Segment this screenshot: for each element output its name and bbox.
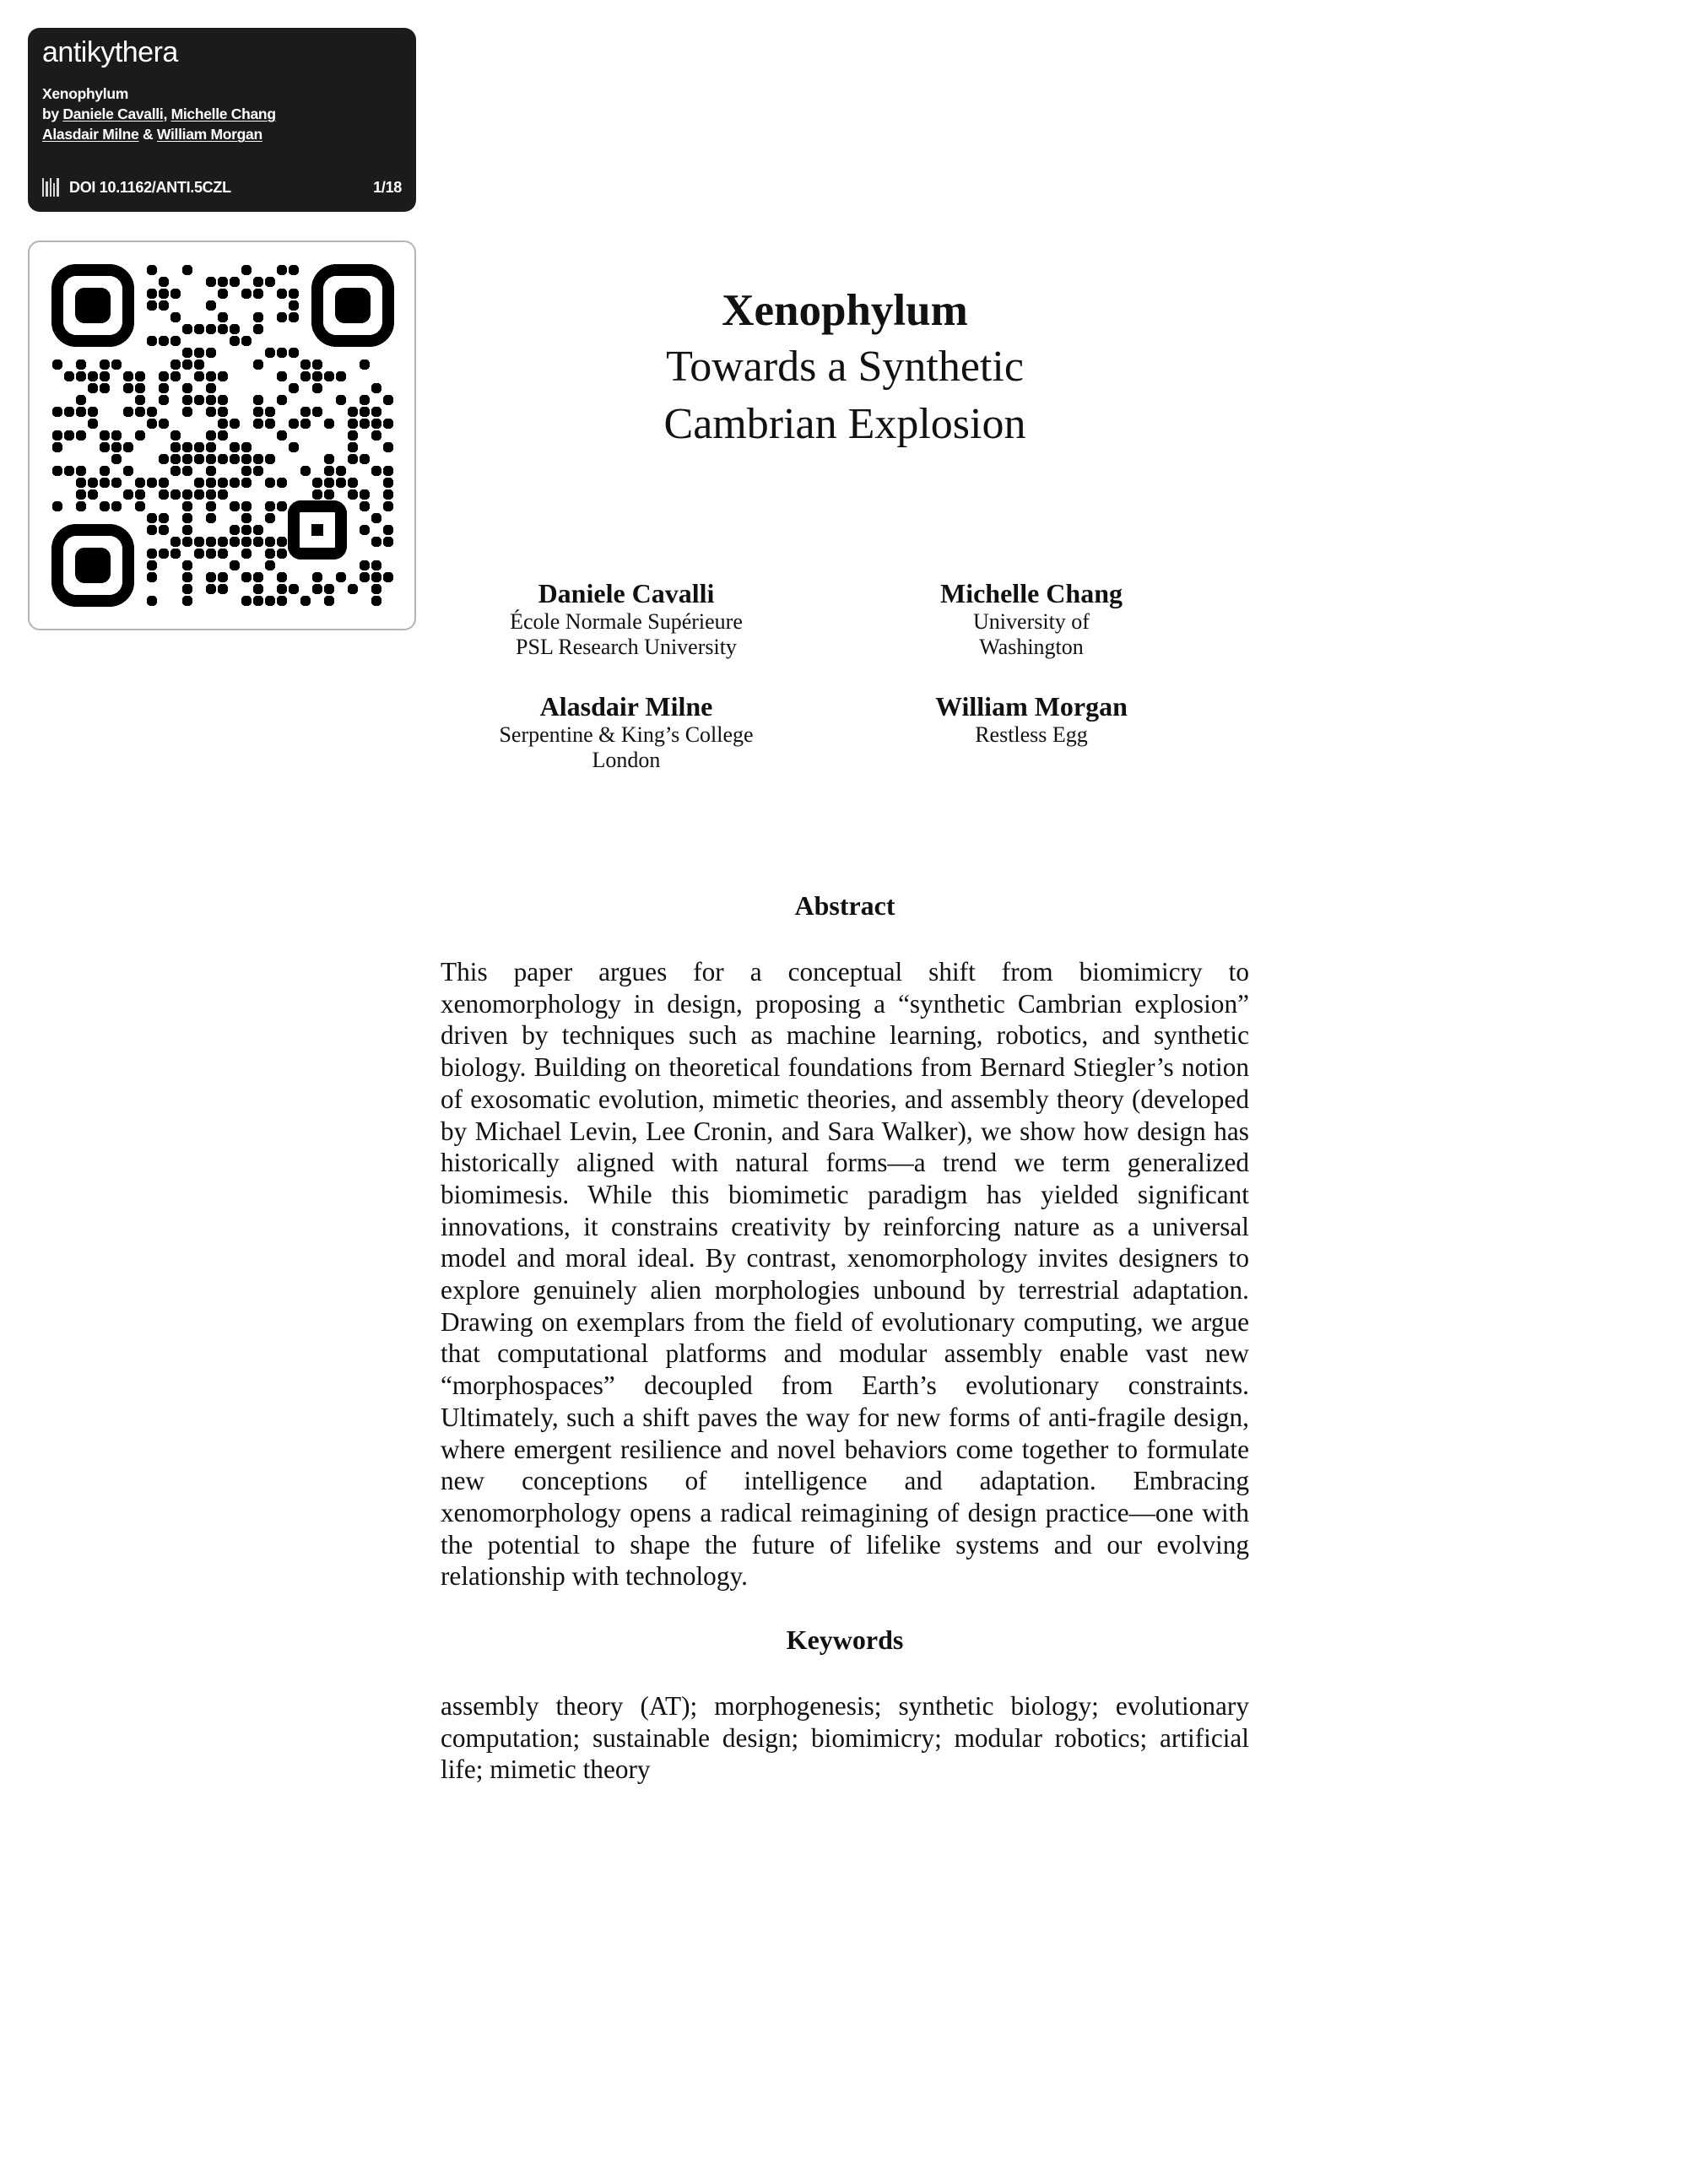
brand-logo[interactable]: antikythera	[42, 36, 178, 68]
author-affiliation: Serpentine & King’s College	[499, 722, 754, 747]
author-affiliation: Washington	[979, 635, 1084, 659]
author-block	[846, 577, 1217, 660]
card-authors-line-2	[42, 124, 402, 144]
author-separator: ,	[163, 105, 167, 122]
author-block	[441, 690, 812, 773]
author-affiliation: PSL Research University	[516, 635, 737, 659]
author-link-morgan[interactable]: William Morgan	[156, 126, 262, 143]
author-name: William Morgan	[935, 691, 1128, 722]
abstract-heading: Abstract	[794, 890, 895, 921]
author-name: Daniele Cavalli	[538, 578, 715, 608]
qr-code-card[interactable]	[28, 241, 416, 630]
author-link-cavalli[interactable]: Daniele Cavalli	[62, 105, 164, 122]
barcode-icon	[42, 178, 61, 197]
paper-title: Xenophylum	[722, 286, 968, 335]
abstract-text: This paper argues for a conceptual shift from biomimicry to xenomorphology in design, proposing a “synthetic Cambrian explosion” driven by techniques such as machine learning, robotics, and synthetic biology. Building on theoretical foundations from Bernard Stiegler’s notion of exosomatic evolution, mimetic theories, and assembly theory (developed by Michael Levin, Lee Cronin, and Sara Walker), we show how design has historically aligned with natural forms—a trend we term generalized biomimesis. While this biomimetic paradigm has yielded significant innovations, it constrains creativity by reinforcing nature as a universal model and moral ideal. By contrast, xenomorphology invites designers to explore genuinely alien morphologies unbound by terrestrial adaptation. Drawing on exemplars from the field of evolutionary computing, we argue that computational platforms and modular assembly enable vast new “morphospaces” decoupled from Earth’s evolutionary constraints. Ultimately, such a shift paves the way for new forms of anti-fragile design, where emergent resilience and novel behaviors come together to formulate new conceptions of intelligence and adaptation. Embracing xenomorphology opens a radical reimagining of design practice—one with the potential to shape the future of lifelike systems and our evolving relationship with technology.	[441, 957, 1249, 1592]
author-name: Alasdair Milne	[539, 691, 713, 722]
author-link-milne[interactable]: Alasdair Milne	[42, 126, 139, 143]
author-block	[846, 690, 1217, 748]
author-affiliation: London	[592, 748, 661, 772]
author-link-chang[interactable]: Michelle Chang	[170, 105, 276, 122]
card-paper-title: Xenophylum	[42, 85, 129, 102]
author-separator: &	[143, 126, 154, 143]
author-block	[441, 577, 812, 660]
journal-card	[28, 28, 416, 212]
paper-subtitle: Towards a Synthetic Cambrian Explosion	[663, 343, 1026, 448]
keywords-heading: Keywords	[786, 1624, 904, 1655]
page-counter: 1/18	[373, 178, 402, 196]
title-block	[441, 283, 1249, 453]
author-affiliation: Restless Egg	[975, 722, 1088, 747]
keywords-text: assembly theory (AT); morphogenesis; synthetic biology; evolutionary computation; sustainable design; biomimicry; modular robotics; artificial life; mimetic theory	[441, 1691, 1249, 1785]
author-affiliation: University of	[973, 609, 1090, 634]
qr-code-icon[interactable]	[51, 264, 394, 607]
by-prefix: by	[42, 105, 59, 122]
doi-link[interactable]: DOI 10.1162/ANTI.5CZL	[69, 178, 231, 196]
card-footer	[42, 178, 402, 197]
card-authors-line-1	[42, 104, 402, 124]
author-name: Michelle Chang	[940, 578, 1123, 608]
card-meta	[42, 84, 402, 144]
author-affiliation: École Normale Supérieure	[510, 609, 743, 634]
